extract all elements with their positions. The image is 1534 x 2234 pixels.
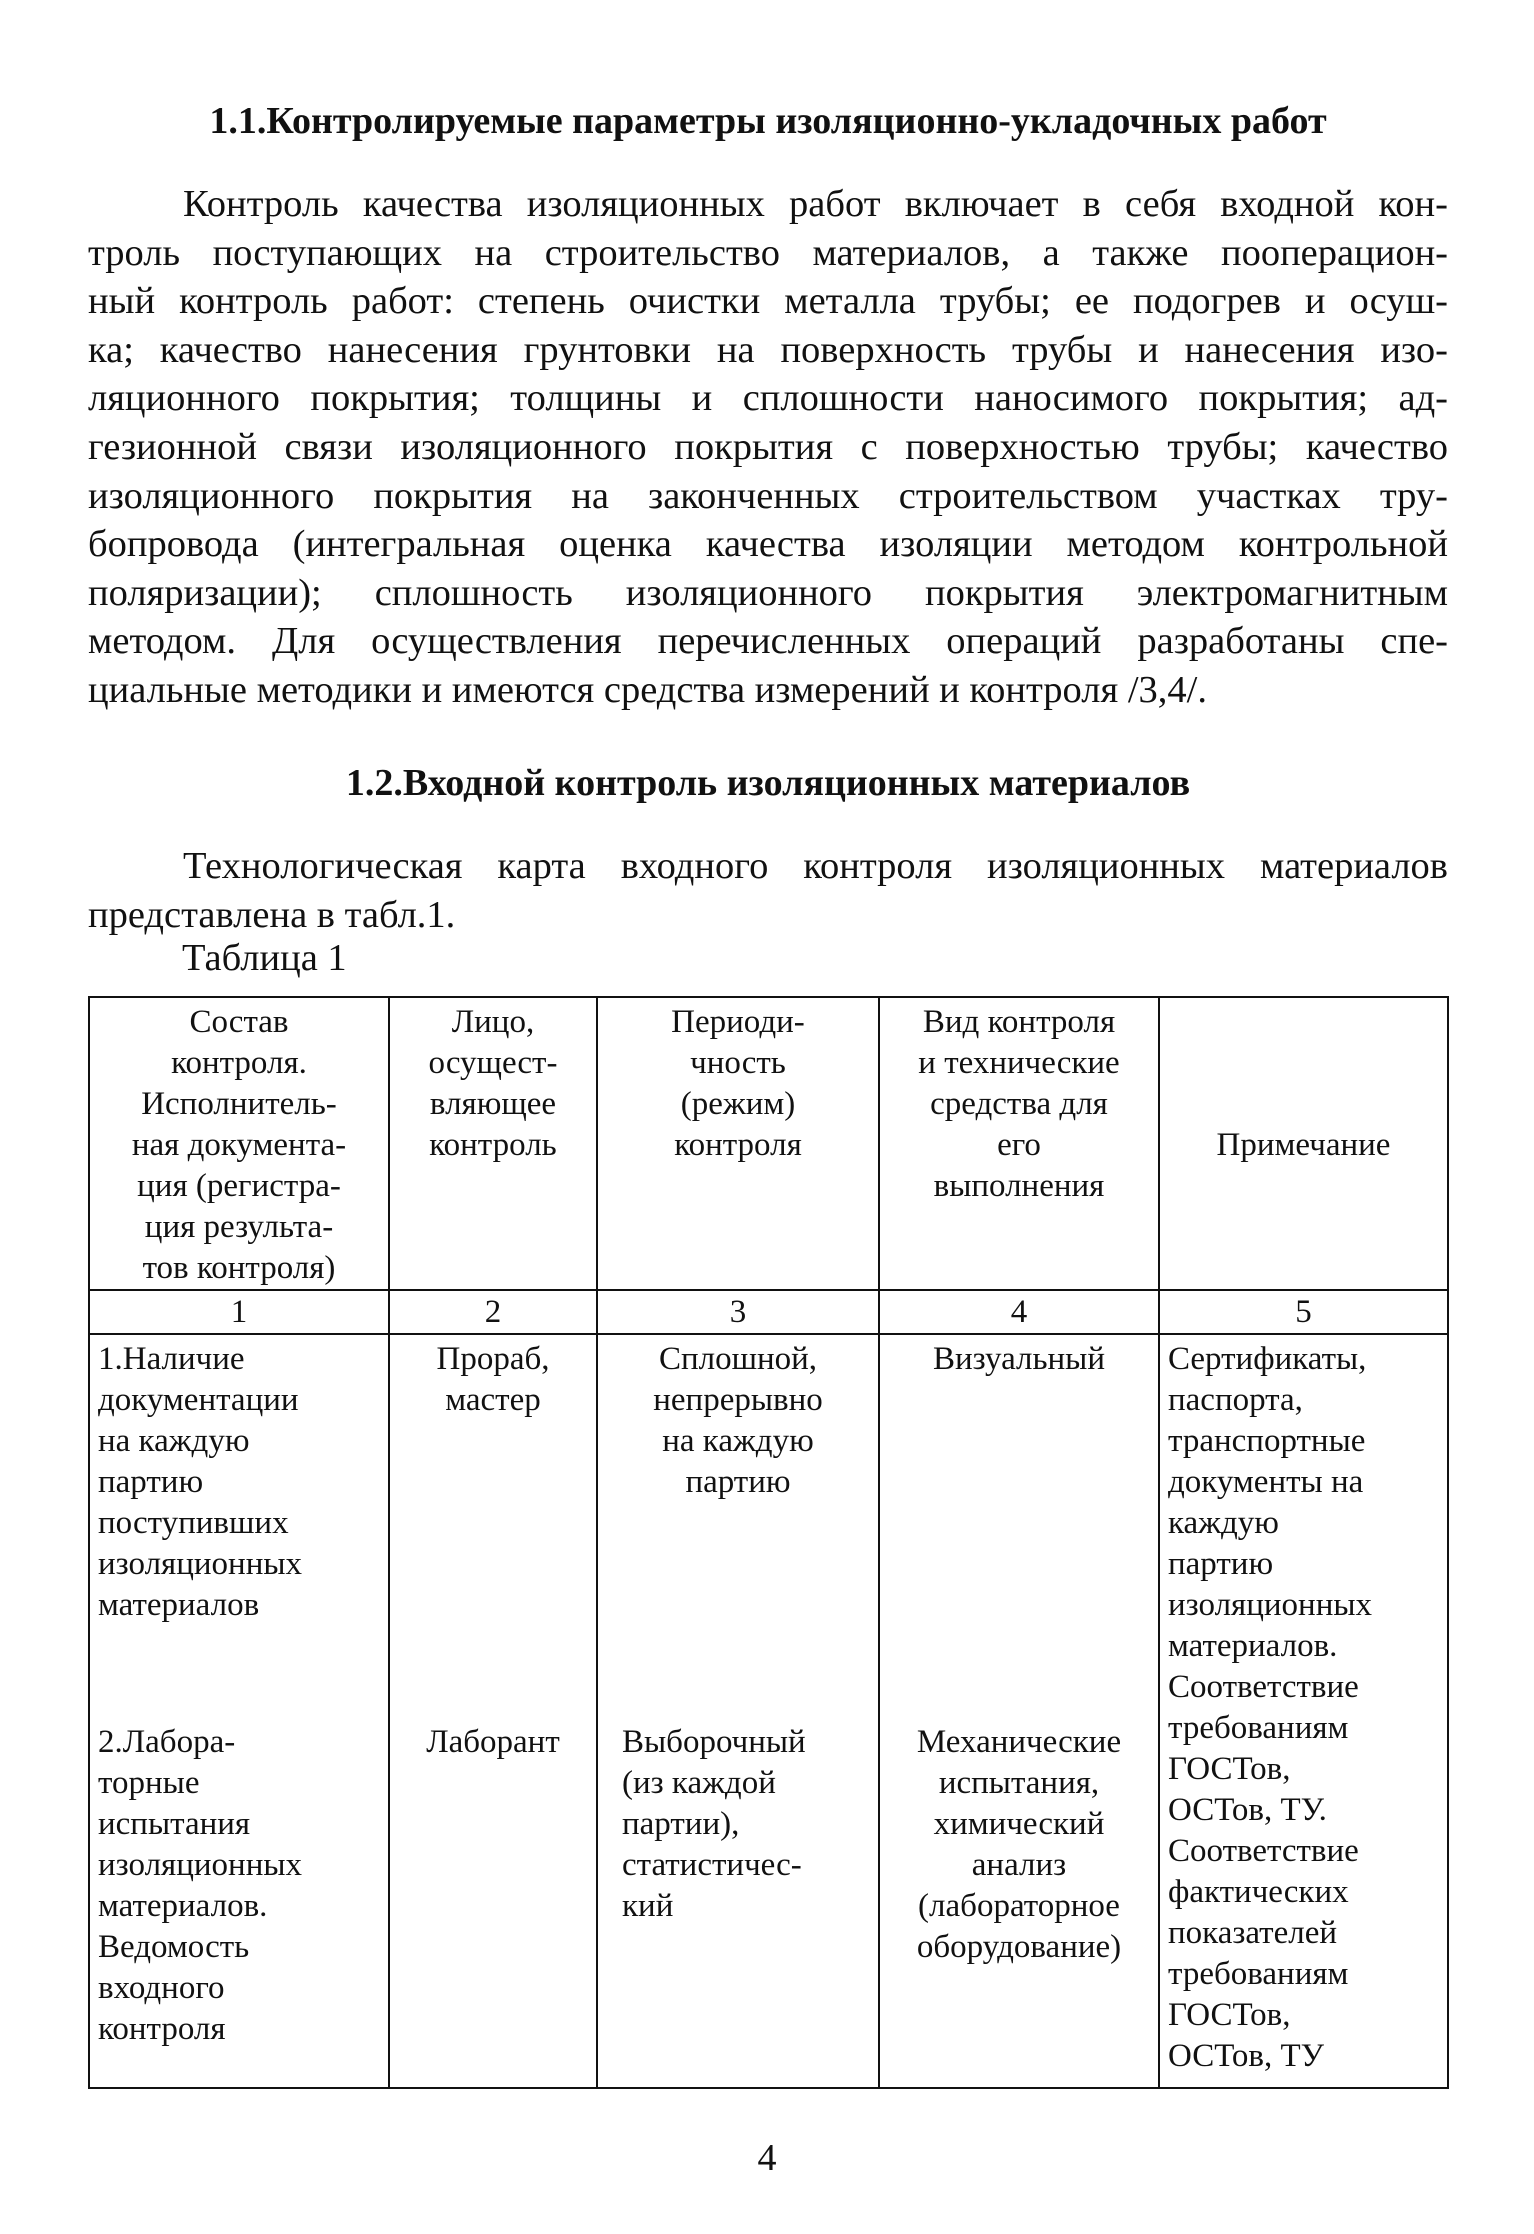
paragraph-line: поляризации); сплошность изоляционного покрытия электромагнитным	[88, 571, 1448, 614]
paragraph-line: Контроль качества изоляционных работ включает в себя входной кон-	[183, 183, 1448, 225]
input-control-table	[88, 996, 1449, 2089]
column-number: 3	[597, 1290, 879, 1334]
header-cell-control-type: Вид контроля и технические средства для его выполнения	[879, 997, 1159, 1290]
paragraph-line: методом. Для осуществления перечисленных операций разработаны спе-	[88, 620, 1448, 663]
section-1-1-paragraph	[88, 180, 1448, 715]
header-cell-periodicity: Периоди- чность (режим) контроля	[597, 997, 879, 1290]
section-heading-1-1: 1.1.Контролируемые параметры изоляционно-укладочных работ	[209, 100, 1327, 142]
section-1-2-paragraph	[88, 842, 1448, 939]
header-cell-composition: Состав контроля. Исполнитель- ная документа- ция (регистра- ция результа- тов контроля)	[89, 997, 389, 1290]
paragraph-line: троль поступающих на строительство материалов, а также пооперацион-	[88, 231, 1448, 274]
paragraph-line: ный контроль работ: степень очистки металла трубы; ее подогрев и осуш-	[88, 280, 1448, 323]
paragraph-line: бопровода (интегральная оценка качества изоляции методом контрольной	[88, 523, 1448, 566]
header-cell-note: Примечание	[1159, 997, 1448, 1290]
body-cell-composition: 1.Наличие документации на каждую партию поступивших изоляционных материалов 2.Лабора- торные испытания изоляционных материалов. Ведомость входного контроля	[89, 1334, 389, 2088]
column-number: 2	[389, 1290, 597, 1334]
section-heading-1-2: 1.2.Входной контроль изоляционных материалов	[345, 762, 1191, 804]
table-caption: Таблица 1	[182, 937, 347, 979]
table-column-numbers-row	[89, 1290, 1448, 1334]
header-cell-person: Лицо, осущест- вляющее контроль	[389, 997, 597, 1290]
body-cell-person: Прораб, мастер Лаборант	[389, 1334, 597, 2088]
paragraph-line: ляционного покрытия; толщины и сплошности наносимого покрытия; ад-	[88, 377, 1448, 420]
periodicity-sampling: Выборочный (из каждой партии), статистичес- кий	[622, 1724, 806, 1924]
table-body-row	[89, 1334, 1448, 2088]
body-cell-control-type: Визуальный Механические испытания, химический анализ (лабораторное оборудование)	[879, 1334, 1159, 2088]
paragraph-line: изоляционного покрытия на законченных строительством участках тру-	[88, 474, 1448, 517]
paragraph-line: циальные методики и имеются средства измерений и контроля /3,4/.	[88, 668, 1207, 711]
body-cell-note: Сертификаты, паспорта, транспортные документы на каждую партию изоляционных материалов. Соответствие требованиям ГОСТов, ОСТов, ТУ. Соответствие фактических показателей требованиям ГОСТов, ОСТов, ТУ	[1159, 1334, 1448, 2088]
body-cell-periodicity: Сплошной, непрерывно на каждую партию Выборочный (из каждой партии), статистичес- кий	[597, 1334, 879, 2088]
paragraph-line: ка; качество нанесения грунтовки на поверхность трубы и нанесения изо-	[88, 328, 1448, 371]
paragraph-line: гезионной связи изоляционного покрытия с поверхностью трубы; качество	[88, 425, 1448, 468]
paragraph-line: представлена в табл.1.	[88, 893, 456, 936]
column-number: 5	[1159, 1290, 1448, 1334]
paragraph-line: Технологическая карта входного контроля изоляционных материалов	[183, 845, 1448, 887]
page-number: 4	[757, 2137, 777, 2179]
table-header-row	[89, 997, 1448, 1290]
column-number: 4	[879, 1290, 1159, 1334]
column-number: 1	[89, 1290, 389, 1334]
